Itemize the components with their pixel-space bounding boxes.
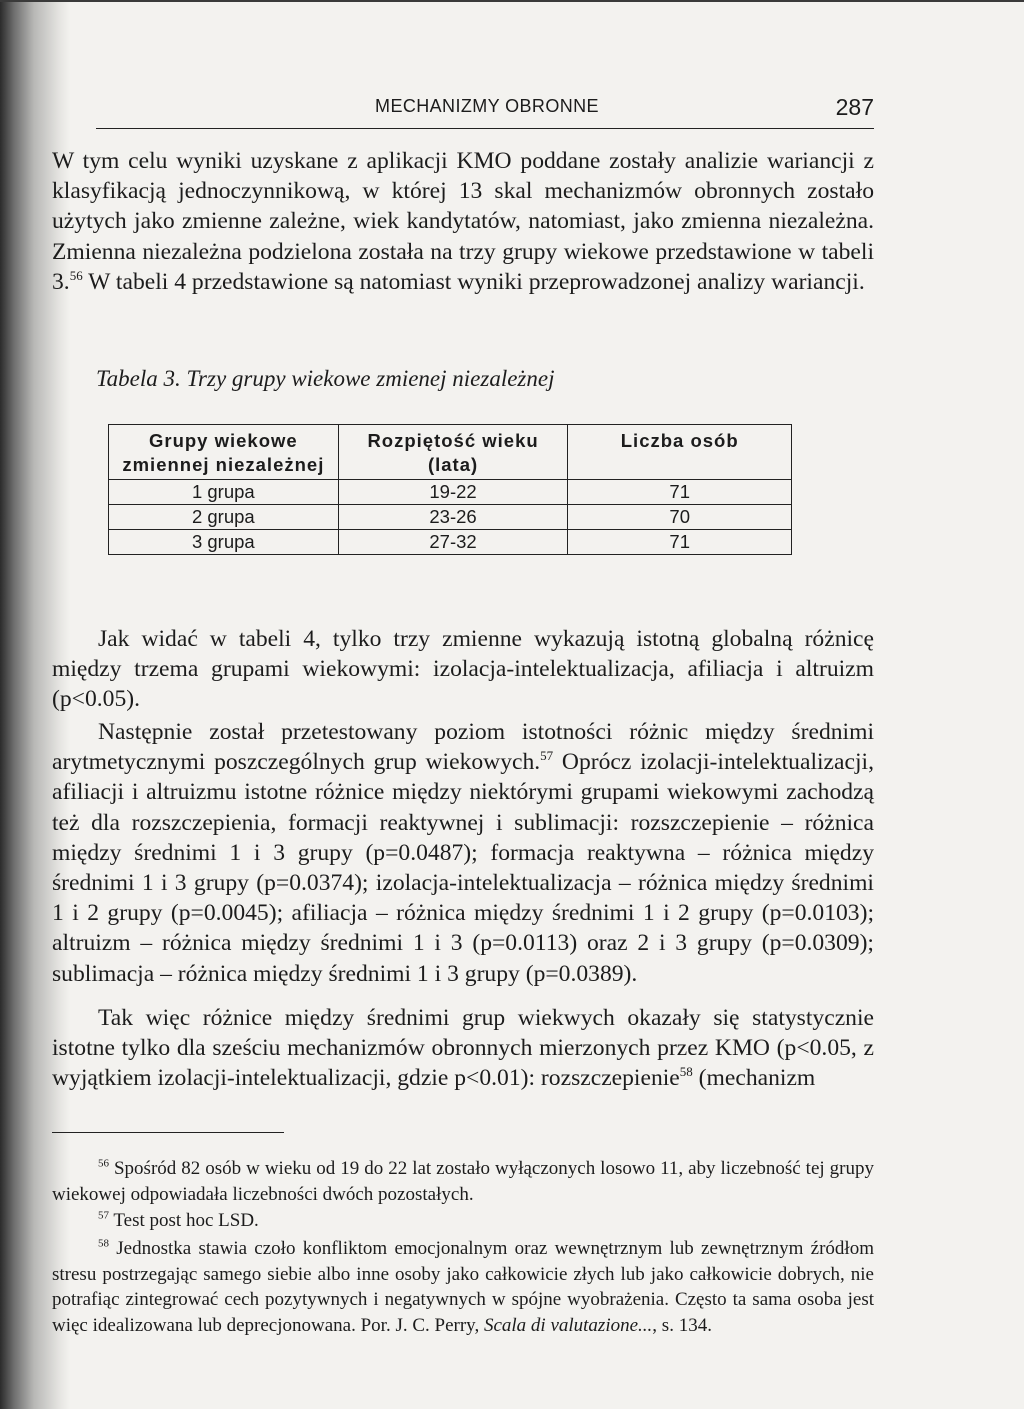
paragraph-conclusion-text-2: (mechanizm <box>692 1065 816 1092</box>
paragraph-conclusion-text-1: Tak więc różnice między średnimi grup wiekwych okazały się statystycznie istotne tylko dla sześciu mechanizmów obronnych mierzonych przez KMO (p<0.05, z wyjątkiem izolacji-intelektualizacji, gdzie p<0.01): rozszczepienie <box>52 1005 874 1092</box>
table-cell: 19-22 <box>338 480 568 505</box>
paragraph-global-differences: Jak widać w tabeli 4, tylko trzy zmienne wykazują istotną globalną różnicę między trzema grupami wiekowymi: izolacja-intelektualizacja, afiliacja i altruizm (p<0.05). <box>52 626 874 713</box>
paragraph-post-hoc-text-2: Oprócz izolacji-intelektualizacji, afiliacji i altruizmu istotne różnice między niektórymi grupami wiekowymi zachodzą też dla rozszczepienia, formacji reaktywnej i sublimacji: rozszczepienie – różnica między średnimi 1 i 3 grupy (p=0.0487); formacja reaktywna – różnica między średnimi 1 i 3 grupy (p=0.0374); izolacja-intelektualizacja – różnica między średnimi 1 i 2 grupy (p=0.0045); afiliacja – różnica między średnimi 1 i 2 grupy (p=0.0103); altruizm – różnica między średnimi 1 i 3 (p=0.0113) oraz 2 i 3 grupy (p=0.0309); sublimacja – różnica między średnimi 1 i 3 grupy (p=0.0389). <box>52 749 874 987</box>
footnote-58 <box>52 1236 874 1338</box>
footnote-ref-56[interactable]: 56 <box>69 267 83 283</box>
table-cell: 23-26 <box>338 505 568 530</box>
table-row <box>109 480 792 505</box>
table-cell: 70 <box>568 505 792 530</box>
table-cell: 71 <box>568 480 792 505</box>
table-header-row <box>109 425 792 480</box>
table-row <box>109 530 792 555</box>
age-groups-table <box>108 424 792 555</box>
footnote-ref-58[interactable]: 58 <box>679 1064 693 1080</box>
footnote-57 <box>52 1208 874 1234</box>
table-caption: Tabela 3. Trzy grupy wiekowe zmienej niezależnej <box>96 366 555 391</box>
table-cell: 2 grupa <box>109 505 339 530</box>
table-cell: 27-32 <box>338 530 568 555</box>
footnote-number-57: 57 <box>98 1209 109 1222</box>
table-cell: 1 grupa <box>109 480 339 505</box>
page-number: 287 <box>835 94 874 120</box>
header-rule <box>96 128 874 129</box>
table-row <box>109 505 792 530</box>
footnote-ref-57[interactable]: 57 <box>540 748 554 764</box>
paragraph-post-hoc-text-1: Następnie został przetestowany poziom istotności różnic między średnimi arytmetycznymi poszczególnych grup wiekowych. <box>52 719 874 776</box>
paragraph-post-hoc <box>52 717 874 989</box>
table-cell: 3 grupa <box>109 530 339 555</box>
paragraph-intro <box>52 146 874 297</box>
paragraph-conclusion <box>52 1003 874 1094</box>
table-cell: 71 <box>568 530 792 555</box>
footnote-number-56: 56 <box>98 1157 109 1170</box>
footnote-56-text: Spośród 82 osób w wieku od 19 do 22 lat zostało wyłączonych losowo 11, aby liczebność tej grupy wiekowej odpowiadała liczebności dwóch pozostałych. <box>52 1158 874 1205</box>
column-header-age-range: Rozpiętość wieku (lata) <box>338 425 568 480</box>
footnote-58-tail: , s. 134. <box>652 1314 712 1336</box>
running-header-title: MECHANIZMY OBRONNE <box>375 96 599 116</box>
footnote-58-cited-title: Scala di valutazione... <box>483 1314 653 1336</box>
column-header-count: Liczba osób <box>568 425 792 480</box>
footnote-separator <box>52 1132 284 1133</box>
footnote-56 <box>52 1156 874 1207</box>
paragraph-intro-text-1: W tym celu wyniki uzyskane z aplikacji KMO poddane zostały analizie wariancji z klasyfikacją jednoczynnikową, w której 13 skal mechanizmów obronnych zostało użytych jako zmienne zależne, wiek kandytatów, natomiast, jako zmienna niezależna. Zmienna niezależna podzielona została na trzy grupy wiekowe przedstawione w tabeli 3. <box>52 148 874 295</box>
footnote-57-text: Test post hoc LSD. <box>109 1210 259 1231</box>
paragraph-intro-text-2: W tabeli 4 przedstawione są natomiast wyniki przeprowadzonej analizy wariancji. <box>82 268 865 295</box>
column-header-groups: Grupy wiekowe zmiennej niezależnej <box>109 425 339 480</box>
footnote-number-58: 58 <box>98 1237 109 1250</box>
footnote-58-text: Jednostka stawia czoło konfliktom emocjonalnym oraz wewnętrznym lub zewnętrznym źródłom stresu postrzegając samego siebie albo inne osoby jako całkowicie złych lub jako całkowicie dobrych, nie potrafiąc zintegrować cech pozytywnych i negatywnych w spójne wyobrażenia. Często ta sama osoba jest więc idealizowana lub deprecjonowana. Por. J. C. Perry, <box>52 1238 874 1336</box>
top-edge-line <box>0 0 1024 2</box>
